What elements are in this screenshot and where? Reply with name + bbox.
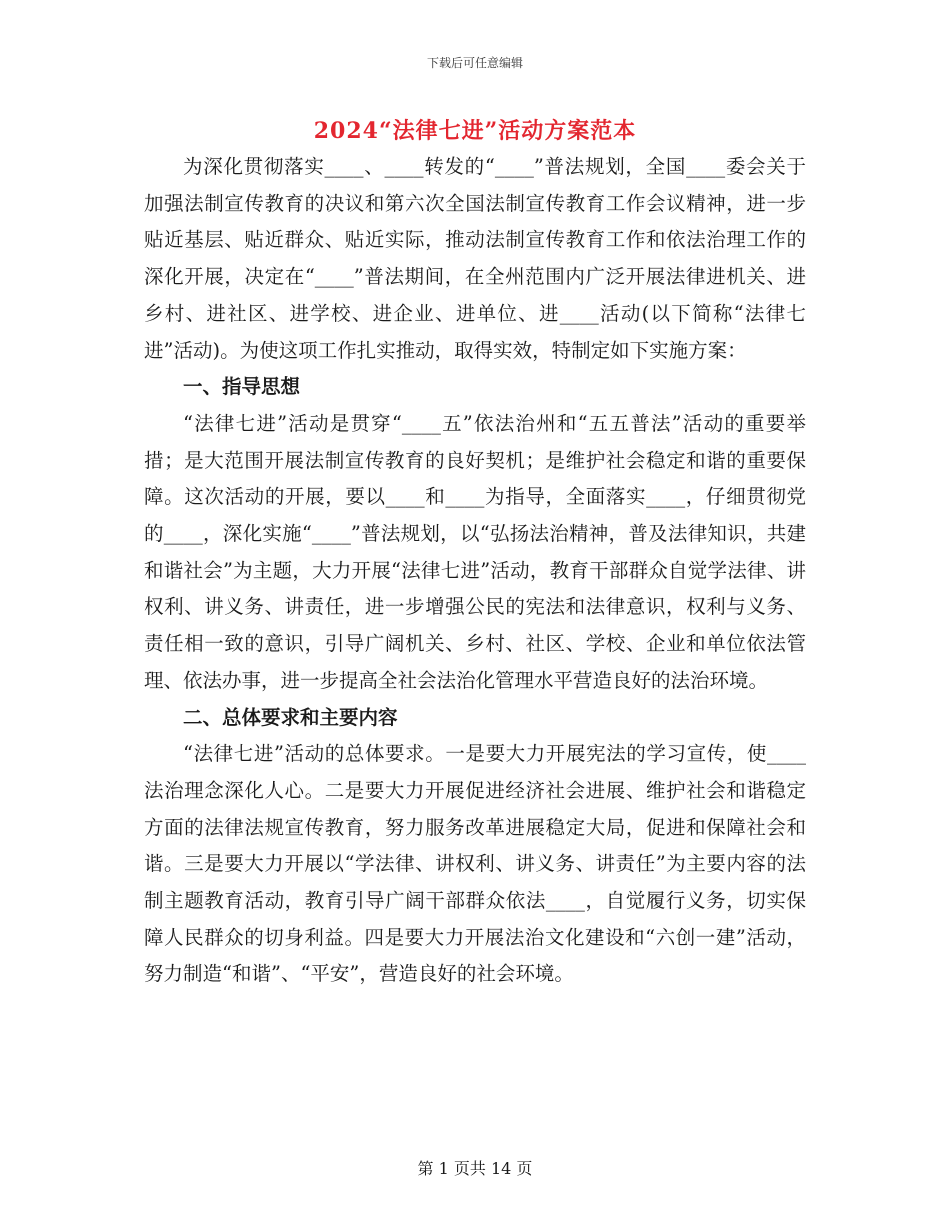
section-heading-overall-requirements: 二、总体要求和主要内容 bbox=[183, 705, 398, 729]
overall-requirements-paragraph: “法律七进”活动的总体要求。一是要大力开展宪法的学习宣传，使____法治理念深化人心。二是要大力开展促进经济社会进展、维护社会和谐稳定方面的法律法规宣传教育，努力服务改革进展稳定大局，促进和保障社会和谐。三是要大力开展以“学法律、讲权利、讲义务、讲责任”为主要内容的法制主题教育活动，教育引导广阔干部群众依法____，自觉履行义务，切实保障人民群众的切身利益。四是要大力开展法治文化建设和“六创一建”活动，努力制造“和谐”、“平安”，营造良好的社会环境。 bbox=[144, 742, 806, 986]
section-heading-guiding-ideology: 一、指导思想 bbox=[183, 375, 301, 399]
document-title: 2024“法律七进”活动方案范本 bbox=[313, 118, 637, 144]
document-body bbox=[144, 149, 806, 993]
page-header-note: 下载后可任意编辑 bbox=[426, 56, 523, 70]
page-number-footer: 第 1 页共 14 页 bbox=[417, 1159, 533, 1178]
intro-paragraph: 为深化贯彻落实____、____转发的“____”普法规划，全国____委会关于加强法制宣传教育的决议和第六次全国法制宣传教育工作会议精神，进一步贴近基层、贴近群众、贴近实际，推动法制宣传教育工作和依法治理工作的深化开展，决定在“____”普法期间，在全州范围内广泛开展法律进机关、进乡村、进社区、进学校、进企业、进单位、进____活动(以下简称“法律七进”活动)。为使这项工作扎实推动，取得实效，特制定如下实施方案： bbox=[144, 155, 806, 362]
guiding-ideology-paragraph: “法律七进”活动是贯穿“____五”依法治州和“五五普法”活动的重要举措；是大范围开展法制宣传教育的良好契机；是维护社会稳定和谐的重要保障。这次活动的开展，要以____和____为指导，全面落实____，仔细贯彻党的____，深化实施“____”普法规划，以“弘扬法治精神，普及法律知识，共建和谐社会”为主题，大力开展“法律七进”活动，教育干部群众自觉学法律、讲权利、讲义务、讲责任，进一步增强公民的宪法和法律意识，权利与义务、责任相一致的意识，引导广阔机关、乡村、社区、学校、企业和单位依法管理、依法办事，进一步提高全社会法治化管理水平营造良好的法治环境。 bbox=[144, 411, 806, 692]
